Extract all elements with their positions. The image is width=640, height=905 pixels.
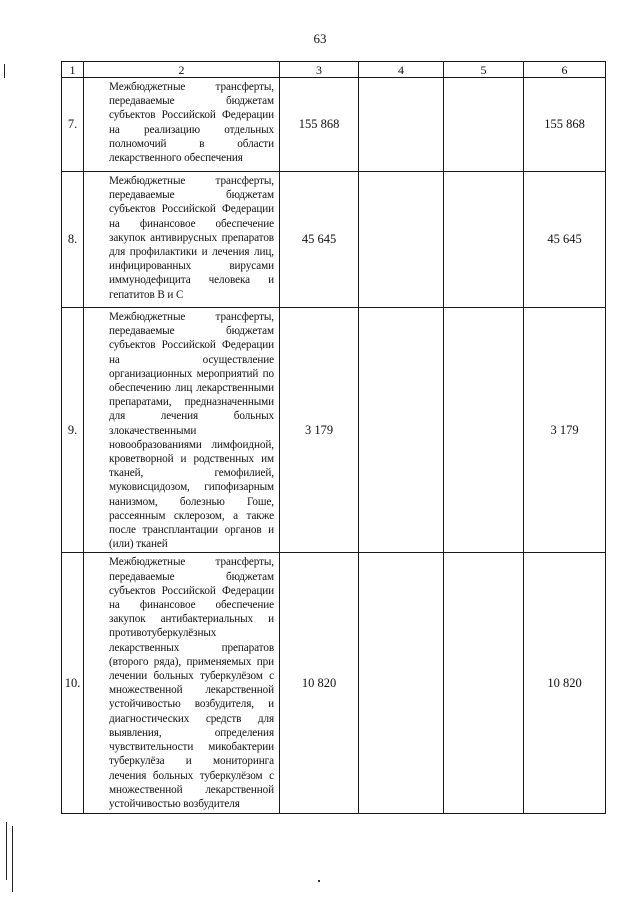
row-number: 8. [62,172,84,308]
row-value-col5 [444,308,524,553]
column-header: 6 [524,62,606,78]
column-header: 4 [359,62,444,78]
scan-margin-mark [4,64,5,78]
row-number: 9. [62,308,84,553]
row-value-col3: 3 179 [280,308,359,553]
row-value-col6: 3 179 [524,308,606,553]
row-description: Межбюджетные трансферты, передаваемые бюджетам субъектов Российской Федерации на реализацию отдельных полномочий в области лекарственного обеспечения [84,78,280,172]
column-header: 1 [62,62,84,78]
scan-dot [318,880,320,882]
table-row [62,172,606,308]
row-number: 7. [62,78,84,172]
budget-transfers-table [61,61,606,814]
row-value-col5 [444,78,524,172]
row-description: Межбюджетные трансферты, передаваемые бюджетам субъектов Российской Федерации на финансовое обеспечение закупок антивирусных препаратов для профилактики и лечения лиц, инфицированных вирусами иммунодефицита человека и гепатитов В и С [84,172,280,308]
row-value-col6: 155 868 [524,78,606,172]
table-header-row [62,62,606,78]
row-value-col5 [444,172,524,308]
row-description: Межбюджетные трансферты, передаваемые бюджетам субъектов Российской Федерации на финансовое обеспечение закупок антибактериальных и противотуберкулёзных лекарственных препаратов (второго ряда), применяемых при лечении больных туберкулёзом с множественной лекарственной устойчивостью возбудителя, и диагностических средств для выявления, определения чувствительности микобактерии туберкулёза и мониторинга лечения больных туберкулёзом с множественной лекарственной устойчивостью возбудителя [84,553,280,814]
row-value-col3: 45 645 [280,172,359,308]
row-value-col3: 10 820 [280,553,359,814]
row-value-col4 [359,553,444,814]
row-value-col6: 45 645 [524,172,606,308]
table-row [62,78,606,172]
row-value-col5 [444,553,524,814]
table-row [62,553,606,814]
row-number: 10. [62,553,84,814]
column-header: 3 [280,62,359,78]
table-row [62,308,606,553]
row-description: Межбюджетные трансферты, передаваемые бюджетам субъектов Российской Федерации на осуществление организационных мероприятий по обеспечению лиц лекарственными препаратами, предназначенными для лечения больных злокачественными новообразованиями лимфоидной, кроветворной и родственных им тканей, гемофилией, муковисцидозом, гипофизарным нанизмом, болезнью Гоше, рассеянным склерозом, а также после трансплантации органов и (или) тканей [84,308,280,553]
page-number: 63 [313,31,327,46]
row-value-col4 [359,172,444,308]
column-header: 5 [444,62,524,78]
row-value-col3: 155 868 [280,78,359,172]
row-value-col4 [359,78,444,172]
scan-margin-mark [12,826,13,892]
scan-margin-mark [6,822,7,880]
row-value-col6: 10 820 [524,553,606,814]
column-header: 2 [84,62,280,78]
row-value-col4 [359,308,444,553]
